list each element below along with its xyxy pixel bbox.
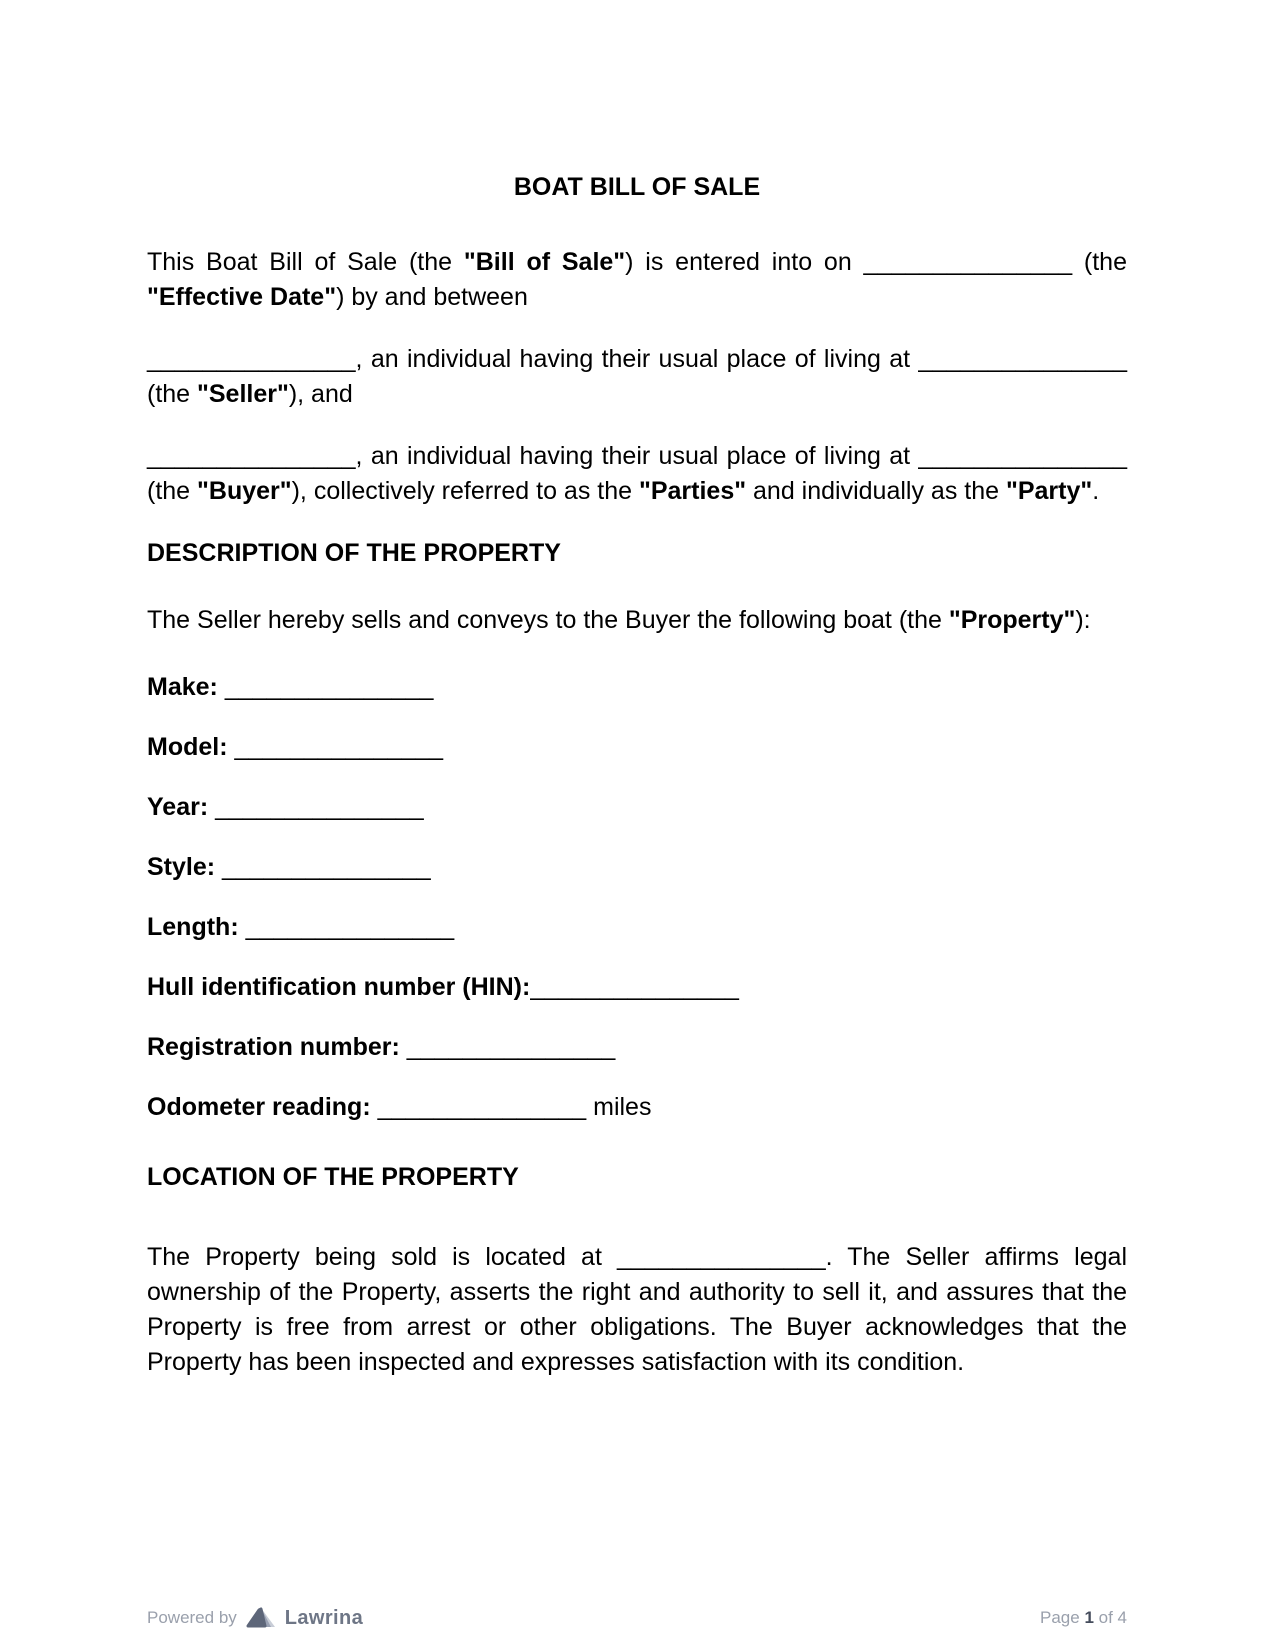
page-suffix: of 4	[1098, 1608, 1127, 1627]
intro-paragraph	[147, 245, 1127, 315]
buyer-text-1: _______________, an individual having their usual place of living at _______________ (the	[147, 442, 1127, 505]
parties-term: "Parties"	[638, 477, 747, 505]
hin-label: Hull identification number (HIN):	[147, 973, 531, 1001]
field-row-model	[147, 730, 1127, 765]
page-footer	[147, 1606, 1127, 1630]
odometer-suffix: miles	[586, 1093, 652, 1121]
party-term: "Party"	[1005, 477, 1093, 505]
page-indicator	[1040, 1606, 1127, 1630]
style-label: Style:	[147, 853, 216, 881]
page-prefix: Page	[1040, 1608, 1080, 1627]
page-number: 1	[1084, 1608, 1094, 1627]
lawrina-logo-icon	[246, 1606, 276, 1630]
year-blank: _______________	[208, 793, 424, 821]
field-row-registration	[147, 1030, 1127, 1065]
buyer-paragraph	[147, 439, 1127, 509]
buyer-text-4: .	[1092, 477, 1100, 505]
seller-term: "Seller"	[197, 380, 289, 408]
location-paragraph: The Property being sold is located at _______________. The Seller affirms legal ownership of the Property, asserts the right and authority to sell it, and assures that the Property is free from arrest or other obligations. The Buyer acknowledges that the Property has been inspected and expresses satisfaction with its condition.	[147, 1243, 1127, 1376]
powered-by-label: Powered by	[147, 1608, 237, 1627]
odometer-blank: _______________	[370, 1093, 587, 1121]
intro-text-2: ) is entered into on _______________ (the	[625, 248, 1127, 276]
field-row-odometer	[147, 1090, 1127, 1125]
hin-blank: _______________	[530, 973, 739, 1001]
intro-text-3: ) by and between	[336, 283, 528, 311]
seller-paragraph	[147, 342, 1127, 412]
length-label: Length:	[147, 913, 239, 941]
model-blank: _______________	[227, 733, 444, 761]
make-blank: _______________	[217, 673, 434, 701]
description-heading: DESCRIPTION OF THE PROPERTY	[147, 539, 561, 567]
intro-text-1: This Boat Bill of Sale (the	[147, 248, 464, 276]
model-label: Model:	[147, 733, 228, 761]
buyer-text-3: and individually as the	[746, 477, 1006, 505]
buyer-term: "Buyer"	[197, 477, 292, 505]
year-label: Year:	[147, 793, 209, 821]
style-blank: _______________	[215, 853, 431, 881]
registration-blank: _______________	[399, 1033, 616, 1061]
field-row-length	[147, 910, 1127, 945]
field-row-make	[147, 670, 1127, 705]
odometer-label: Odometer reading:	[147, 1093, 371, 1121]
make-label: Make:	[147, 673, 218, 701]
page-title: BOAT BILL OF SALE	[513, 173, 761, 201]
seller-text-2: ), and	[288, 380, 353, 408]
seller-text-1: _______________, an individual having their usual place of living at _______________ (the	[147, 345, 1127, 408]
length-blank: _______________	[238, 913, 455, 941]
field-row-style	[147, 850, 1127, 885]
effective-date-term: "Effective Date"	[147, 283, 337, 311]
conveys-paragraph	[147, 603, 1127, 638]
bill-of-sale-term: "Bill of Sale"	[463, 248, 626, 276]
property-term: "Property"	[948, 606, 1076, 634]
footer-brand	[147, 1606, 363, 1630]
location-heading: LOCATION OF THE PROPERTY	[147, 1163, 519, 1191]
registration-label: Registration number:	[147, 1033, 400, 1061]
buyer-text-2: ), collectively referred to as the	[291, 477, 639, 505]
field-row-year	[147, 790, 1127, 825]
field-row-hin	[147, 970, 1127, 1005]
document-content	[147, 0, 1127, 1380]
conveys-text-2: ):	[1075, 606, 1091, 634]
lawrina-wordmark: Lawrina	[284, 1607, 364, 1629]
conveys-text-1: The Seller hereby sells and conveys to the Buyer the following boat (the	[147, 606, 949, 634]
